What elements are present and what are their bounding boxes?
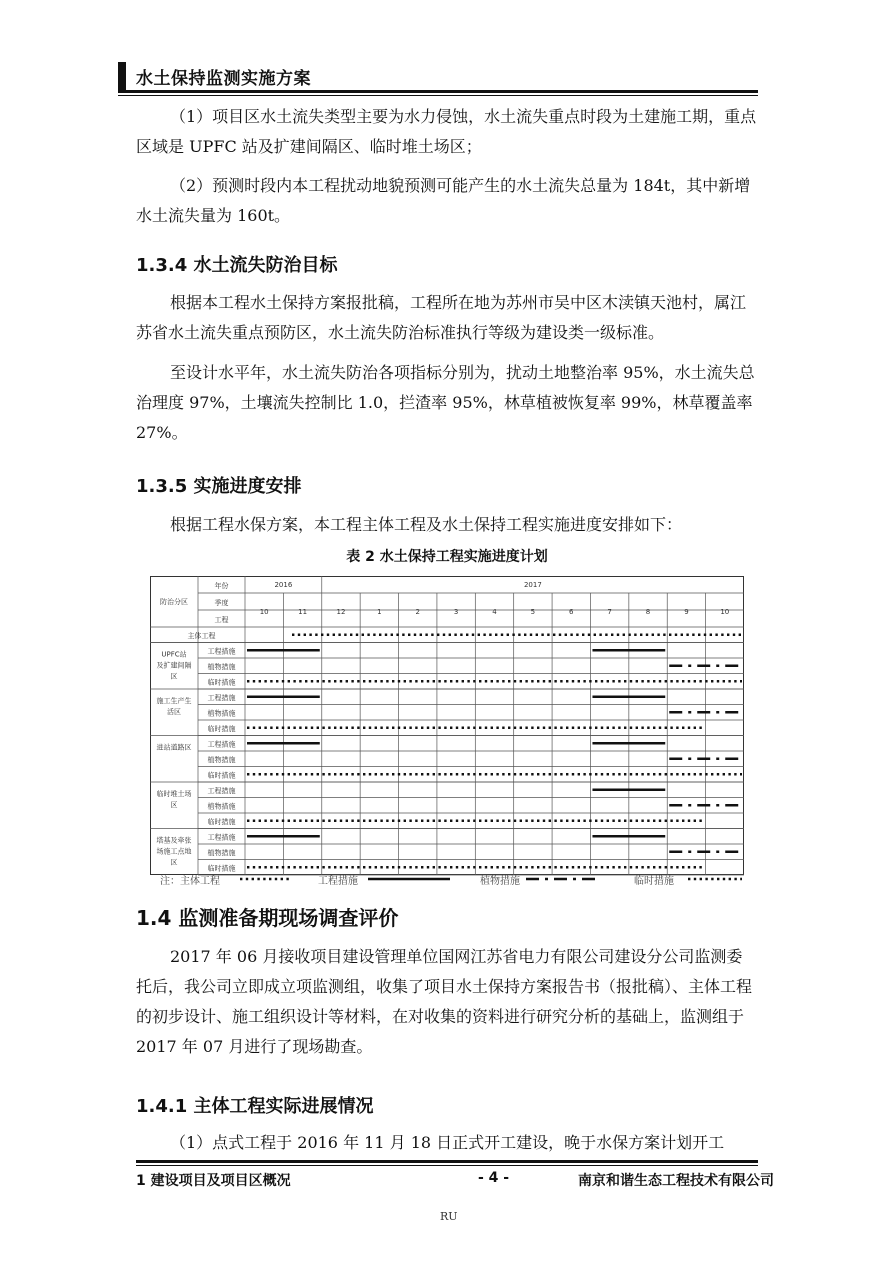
section-heading-1-4-1: 1.4.1 主体工程实际进展情况 [136,1096,374,1117]
header-rule-thin [118,95,758,96]
section-heading-1-3-4: 1.3.4 水土流失防治目标 [136,255,338,276]
area-name: 塔基及牵张 [156,836,192,845]
row-label: 工程措施 [207,740,236,749]
row-label: 临时措施 [207,864,236,873]
month-label: 8 [645,608,651,616]
month-label: 4 [492,608,497,616]
footer-chapter: 1 建设项目及项目区概况 [136,1173,291,1189]
area-name: 场施工点地 [156,847,192,856]
paragraph-2: （2）预测时段内本工程扰动地貌预测可能产生的水土流失总量为 184t，其中新增水土流失量为 160t。 [136,176,751,225]
legend-line-samples [0,872,892,886]
footer-rule-thin [136,1165,758,1166]
footer-rule [136,1160,758,1163]
paragraph-1: （1）项目区水土流失类型主要为水力侵蚀，水土流失重点时段为土建施工期，重点区域是 UPFC 站及扩建间隔区、临时堆土场区； [136,107,757,156]
area-name: 区 [170,801,178,809]
area-name: 及扩建间隔 [156,661,192,670]
area-name: UPFC站 [161,650,187,659]
area-name: 区 [170,672,178,681]
row-label: 工程措施 [207,833,236,842]
month-label: 10 [720,608,730,616]
month-label: 1 [377,608,382,616]
legend-main-label: 注：主体工程 [160,876,220,887]
paragraph-3: 根据本工程水土保持方案报批稿，工程所在地为苏州市吴中区木渎镇天池村，属江苏省水土流失重点预防区，水土流失防治标准执行等级为建设类一级标准。 [136,293,747,342]
row-label: 植物措施 [207,663,236,671]
area-name: 施工生产生 [156,697,192,705]
row-label: 植物措施 [207,802,236,811]
month-label: 6 [569,608,574,616]
paragraph-6: 2017 年 06 月接收项目建设管理单位国网江苏省电力有限公司建设分公司监测委托后，我公司立即成立项监测组，收集了项目水土保持方案报告书（报批稿）、主体工程的初步设计、施工组织设计等材料，在对收集的资料进行研究分析的基础上，监测组于 2017 年 07 月进行了现场勘查。 [136,947,753,1056]
row-label: 临时措施 [207,771,236,780]
paragraph-4: 至设计水平年，水土流失防治各项指标分别为，扰动土地整治率 95%，水土流失总治理度 97%，土壤流失控制比 1.0，拦渣率 95%，林草植被恢复率 99%，林草覆盖率 27%。 [136,363,755,442]
section-heading-1-4: 1.4 监测准备期现场调查评价 [136,906,399,930]
year-label-2016: 2016 [274,581,293,589]
legend-engineering-label: 工程措施 [318,876,358,887]
footer-company: 南京和谐生态工程技术有限公司 [578,1173,774,1189]
table-frame [151,577,744,875]
month-label: 11 [298,608,308,616]
month-label: 10 [259,608,269,616]
row-label: 临时措施 [207,725,236,733]
schedule-gantt-table [150,576,744,873]
paragraph-7: （1）点式工程于 2016 年 11 月 18 日正式开工建设，晚于水保方案计划开工 [170,1133,725,1152]
legend-plant-label: 植物措施 [480,876,520,887]
header-year-label: 年份 [214,582,229,590]
month-label: 9 [684,608,689,616]
row-label: 工程措施 [207,787,236,795]
page-stamp: RU [440,1210,458,1223]
area-name: 活区 [167,708,181,716]
month-label: 2 [415,608,420,616]
section-heading-1-3-5: 1.3.5 实施进度安排 [136,476,302,497]
row-label: 植物措施 [207,709,236,718]
month-label: 12 [336,608,346,616]
header-season-label: 季度 [214,599,229,607]
header-work-label: 工程 [214,616,229,624]
legend-temporary-label: 临时措施 [634,876,674,887]
year-label-2017: 2017 [523,581,542,589]
row-label: 临时措施 [207,818,236,826]
header-title: 水土保持监测实施方案 [136,69,311,89]
area-name: 临时堆土场 [156,790,192,798]
table-caption: 表 2 水土保持工程实施进度计划 [346,549,548,565]
page-number: - 4 - [478,1170,510,1186]
main-row-label: 主体工程 [187,632,216,640]
paragraph-5: 根据工程水保方案，本工程主体工程及水土保持工程实施进度安排如下： [170,515,683,534]
month-label: 5 [530,608,536,616]
area-name: 区 [170,858,178,867]
header-rule [118,90,758,93]
month-label: 3 [453,608,459,616]
row-label: 工程措施 [207,647,236,656]
area-name: 进站道路区 [156,743,192,752]
header-area-label: 防治分区 [160,598,188,606]
row-label: 工程措施 [207,694,236,702]
row-label: 植物措施 [207,756,236,764]
header-bar [118,62,126,92]
row-label: 植物措施 [207,849,236,857]
row-label: 临时措施 [207,678,236,687]
month-label: 7 [607,608,612,616]
